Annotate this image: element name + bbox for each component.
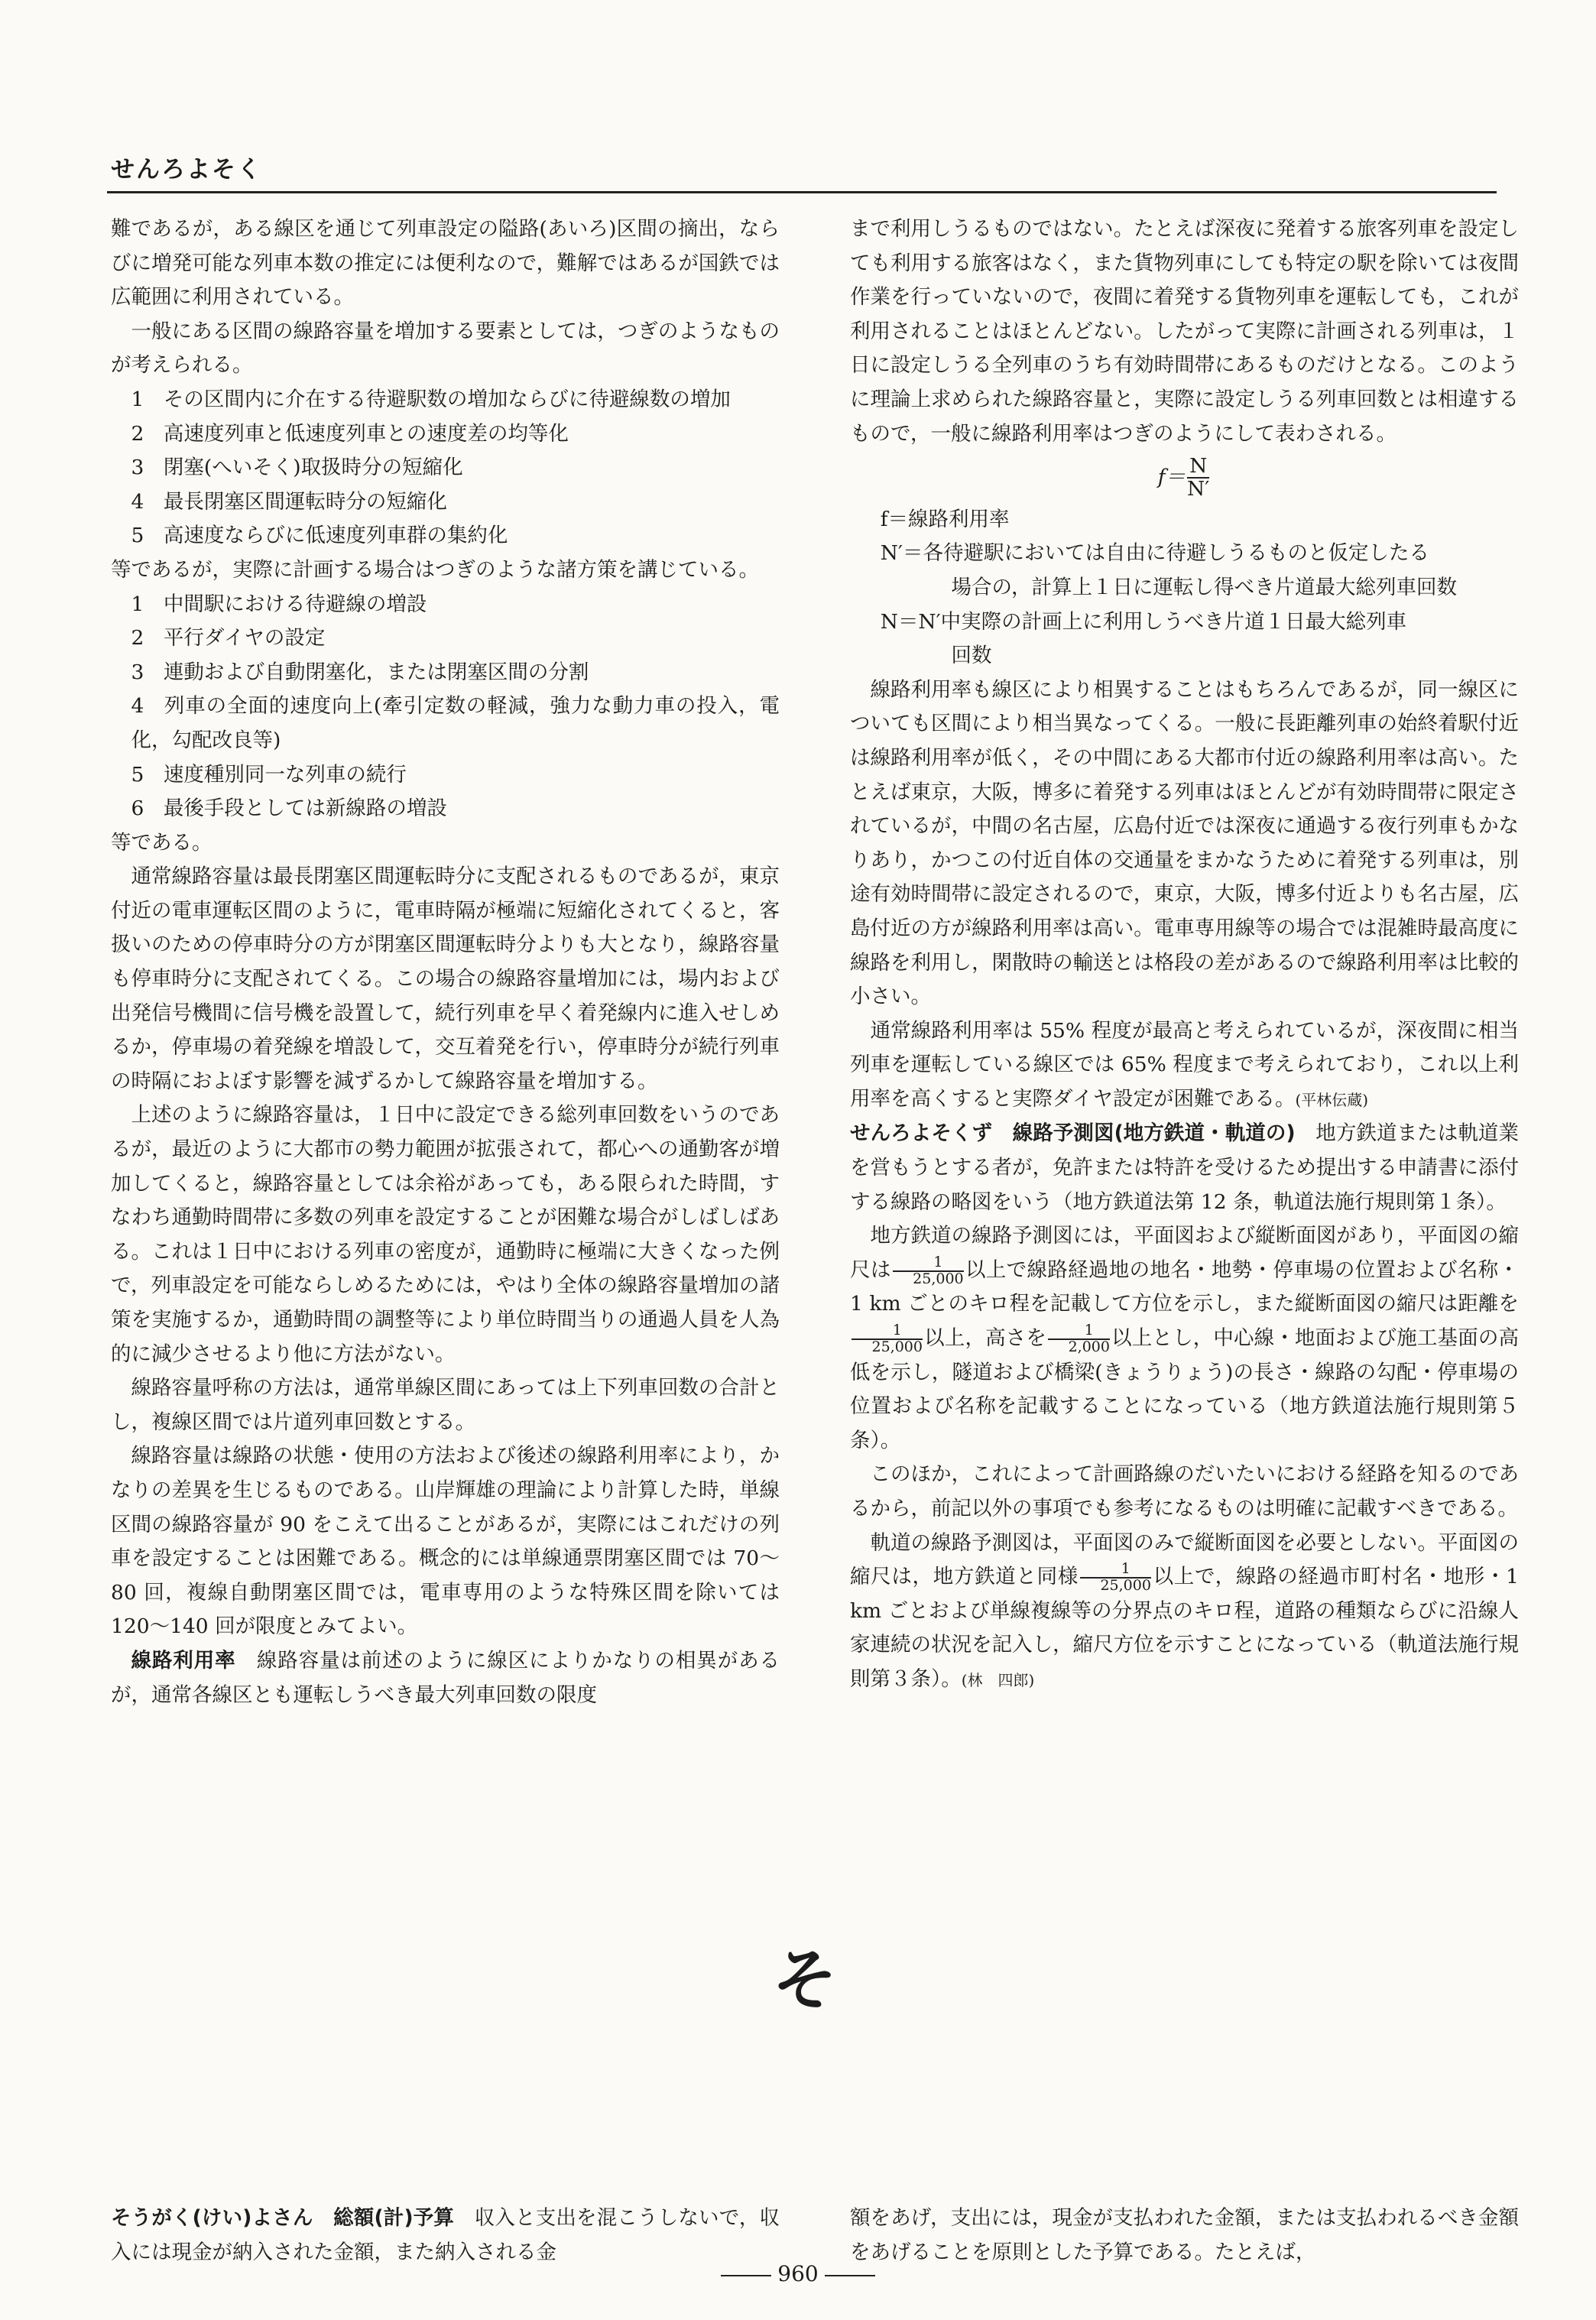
- fraction-denominator: 25,000: [871, 1338, 923, 1356]
- page-number-dash: [721, 2275, 771, 2276]
- subheading: 線路利用率: [131, 1648, 236, 1673]
- paragraph: 上述のように線路容量は，１日中に設定できる総列車回数をいうのであるが，最近のように大都市の勢力範囲が拡張されて，都心への通勤客が増加してくると，線路容量としては余裕があっても，ある限られた時間，すなわち通勤時間帯に多数の列車を設定することが困難な場合がしばしばある。これは１日中における列車の密度が，通勤時に極端に大きくなった例で，列車設定を可能ならしめるためには，やはり全体の線路容量増加の諸策を実施するか，通勤時間の調整等により単位時間当りの通過人員を人為的に減少させるより他に方法がない。: [111, 1103, 780, 1366]
- paragraph: 通常線路容量は最長閉塞区間運転時分に支配されるものであるが，東京付近の電車運転区間のように，電車時隔が極端に短縮化されてくると，客扱いのための停車時分の方が閉塞区間運転時分よりも大となり，線路容量も停車時分に支配されてくる。この場合の線路容量増加には，場内および出発信号機間に信号機を設置して，続行列車を早く着発線内に進入せしめるか，停車場の着発線を増設して，交互着発を行い，停車時分が続行列車の時隔におよぼす影響を減ずるかして線路容量を増加する。: [111, 865, 780, 1093]
- fraction-denominator: 25,000: [1100, 1577, 1151, 1595]
- paragraph-text: 以上，高さを: [923, 1326, 1047, 1351]
- variable-definition: [850, 503, 1519, 537]
- dictionary-entry: [111, 2202, 780, 2270]
- list-number: 1: [131, 387, 144, 411]
- entry-heading: そうがく(けい)よさん 総額(計)予算: [111, 2206, 455, 2230]
- list-text: 最長閉塞区間運転時分の短縮化: [163, 489, 447, 514]
- paragraph: [850, 1219, 1519, 1458]
- paragraph-text: 地方鉄道の線路予測図には，平面図および縦断面図があり，平面図の縮尺は: [850, 1224, 1519, 1282]
- paragraph: まで利用しうるものではない。たとえば深夜に発着する旅客列車を設定しても利用する旅客はなく，また貨物列車にしても特定の駅を除いては夜間作業を行っていないので，夜間に着発する貨物列車を運転しても，これが利用されることはほとんどない。したがって実際に計画される列車は，１日に設定しうる全列車のうち有効時間帯にあるものだけとなる。このように理論上求められた線路容量と，実際に設定しうる列車回数とは相違するもので，一般に線路利用率はつぎのようにして表わされる。: [850, 217, 1519, 446]
- fraction-numerator: 1: [1048, 1323, 1110, 1340]
- list-item: [111, 417, 780, 452]
- paragraph: [850, 1527, 1519, 1698]
- paragraph: 等である。: [111, 830, 212, 855]
- paragraph-text: 軌道の線路予測図は，平面図のみで縦断面図を必要としない。平面図の縮尺は，地方鉄道と同様: [850, 1530, 1519, 1589]
- author-credit: (林 四郎): [961, 1670, 1035, 1689]
- list-number: 2: [131, 626, 144, 651]
- list-text: 最後手段としては新線路の増設: [163, 797, 447, 821]
- scale-fraction: [893, 1255, 964, 1287]
- fraction-numerator: 1: [1080, 1562, 1151, 1579]
- section-heading: そ: [772, 1942, 838, 2019]
- list-text: その区間内に介在する待避駅数の増加ならびに待避線数の増加: [163, 387, 731, 411]
- list-item: [111, 690, 780, 758]
- paragraph: 等であるが，実際に計画する場合はつぎのような諸方策を講じている。: [111, 557, 759, 582]
- formula: [850, 456, 1519, 500]
- formula-fraction: [1187, 456, 1209, 500]
- variable-definition: [850, 605, 1519, 673]
- list-item: [111, 758, 780, 793]
- list-number: 5: [131, 762, 144, 787]
- paragraph-text: 地方鉄道または軌道業を営もうとする者が，免許または特許を受けるため提出する申請書に添付する線路の略図をいう（地方鉄道法第 12 条，軌道法施行規則第１条）。: [850, 1121, 1520, 1214]
- list-number: 6: [131, 797, 144, 821]
- list-text: 速度種別同一な列車の続行: [163, 762, 407, 787]
- variable-text: N′＝各待避駅においては自由に待避しうるものと仮定したる: [880, 541, 1429, 566]
- list-number: 1: [131, 592, 144, 616]
- entry-heading: せんろよそくず 線路予測図(地方鉄道・軌道の): [850, 1121, 1296, 1146]
- fraction-numerator: N: [1187, 456, 1209, 479]
- list-text: 高速度ならびに低速度列車群の集約化: [163, 524, 508, 548]
- list-text: 列車の全面的速度向上(牽引定数の軽減，強力な動力車の投入，電化，勾配改良等): [131, 694, 780, 752]
- header-rule: [107, 191, 1497, 193]
- fraction-denominator: 2,000: [1068, 1338, 1110, 1356]
- list-number: 5: [131, 524, 144, 548]
- paragraph-text: 通常線路利用率は 55% 程度が最高と考えられているが，深夜間に相当列車を運転している線区では 65% 程度まで考えられており，これ以上利用率を高くすると実際ダイヤ設定が困難である。: [850, 1018, 1519, 1111]
- list-number: 3: [131, 660, 144, 684]
- variable-text: N＝N′中実際の計画上に利用しうべき片道１日最大総列車: [880, 609, 1407, 634]
- list-text: 閉塞(へいそく)取扱時分の短縮化: [163, 456, 463, 480]
- paragraph-text: 以上で線路経過地の地名・地勢・停車場の位置および名称・1 km ごとのキロ程を記載して方位を示し，また縦断面図の縮尺は距離を: [850, 1257, 1519, 1316]
- bottom-right-column: [850, 2202, 1519, 2270]
- paragraph: 難であるが，ある線区を通じて列車設定の隘路(あいろ)区間の摘出，ならびに増発可能な列車本数の推定には便利なので，難解ではあるが国鉄では広範囲に利用されている。: [111, 217, 780, 310]
- list-text: 中間駅における待避線の増設: [163, 592, 427, 616]
- paragraph: [111, 1644, 780, 1712]
- page-number-text: 960: [777, 2261, 819, 2286]
- fraction-numerator: 1: [893, 1255, 964, 1272]
- paragraph: [850, 1014, 1519, 1118]
- paragraph: このほか，これによって計画路線のだいたいにおける経路を知るのであるから，前記以外の事項でも参考になるものは明確に記載すべきである。: [850, 1462, 1519, 1520]
- variable-definition: [850, 537, 1519, 605]
- scale-fraction: [852, 1323, 923, 1355]
- paragraph-text: 線路容量は前述のように線区によりかなりの相異があるが，通常各線区とも運転しうべき最大列車回数の限度: [111, 1648, 780, 1707]
- paragraph: 線路容量呼称の方法は，通常単線区間にあっては上下列車回数の合計とし，複線区間では片道列車回数とする。: [111, 1376, 780, 1434]
- list-item: [111, 451, 780, 485]
- list-number: 2: [131, 421, 144, 446]
- list-item: [111, 588, 780, 622]
- list-item: [111, 621, 780, 656]
- variable-text: f＝線路利用率: [880, 507, 1010, 531]
- formula-lhs: f＝: [1157, 465, 1186, 489]
- list-text: 平行ダイヤの設定: [163, 626, 326, 651]
- fraction-denominator: N′: [1187, 476, 1210, 501]
- scale-fraction: [1048, 1323, 1110, 1355]
- running-head: せんろよそく: [111, 156, 262, 183]
- list-number: 3: [131, 456, 144, 480]
- list-item: [111, 656, 780, 690]
- list-number: 4: [131, 489, 144, 514]
- page-number-dash: [825, 2275, 875, 2276]
- list-number: 4: [131, 694, 144, 719]
- paragraph-text: 以上とし，中心線・地面および施工基面の高低を示し，隧道および橋梁(きょうりょう)の長さ・線路の勾配・停車場の位置および名称を記載することになっている（地方鉄道法施行規則第５条）。: [850, 1326, 1520, 1452]
- paragraph-text: 収入と支出を混こうしないで，収入には現金が納入された金額，また納入される金: [111, 2206, 780, 2264]
- paragraph: 額をあげ，支出には，現金が支払われた金額，または支払われるべき金額をあげることを原則とした予算である。たとえば，: [850, 2206, 1519, 2264]
- list-item: [111, 485, 780, 520]
- fraction-denominator: 25,000: [913, 1270, 964, 1287]
- list-text: 連動および自動閉塞化，または閉塞区間の分割: [163, 660, 589, 684]
- list-item: [111, 792, 780, 826]
- paragraph: 線路利用率も線区により相異することはもちろんであるが，同一線区についても区間により相当異なってくる。一般に長距離列車の始終着駅付近は線路利用率が低く，その中間にある大都市付近の線路利用率は高い。たとえば東京，大阪，博多に着発する列車はほとんどが有効時間帯に限定されているが，中間の名古屋，広島付近では深夜に通過する夜行列車もかなりあり，かつこの付近自体の交通量をまかなうために着発する列車は，別途有効時間帯に設定されるので，東京，大阪，博多付近よりも名古屋，広島付近の方が線路利用率は高い。電車専用線等の場合では混雑時最高度に線路を利用し，閑散時の輸送とは格段の差があるので線路利用率は比較的小さい。: [850, 677, 1519, 1009]
- scale-fraction: [1080, 1562, 1151, 1594]
- variable-text: 回数: [951, 644, 992, 668]
- list-item: [111, 383, 780, 417]
- paragraph: 一般にある区間の線路容量を増加する要素としては，つぎのようなものが考えられる。: [111, 319, 780, 378]
- fraction-numerator: 1: [852, 1323, 923, 1340]
- dictionary-entry: [850, 1117, 1519, 1219]
- left-column: [111, 213, 780, 1712]
- paragraph: 線路容量は線路の状態・使用の方法および後述の線路利用率により，かなりの差異を生じるものである。山岸輝雄の理論により計算した時，単線区間の線路容量が 90 をこえて出ることがあるが，実際にはこれだけの列車を設定することは困難である。概念的には単線通票閉塞区間では 70～80 回，複線自動閉塞区間では，電車専用のような特殊区間を除いては 120～140 回が限度とみてよい。: [111, 1444, 780, 1639]
- list-item: [111, 519, 780, 553]
- variable-text: 場合の，計算上１日に運転し得べき片道最大総列車回数: [951, 575, 1457, 599]
- paragraph-text: 以上で，線路の経過市町村名・地形・1 km ごとおよび単線複線等の分界点のキロ程，道路の種類ならびに沿線人家連続の状況を記入し，縮尺方位を示すことになっている（軌道法施行規則第３条）。: [850, 1565, 1519, 1691]
- page-number: [0, 2261, 1596, 2286]
- list-text: 高速度列車と低速度列車との速度差の均等化: [163, 421, 569, 446]
- bottom-left-column: [111, 2202, 780, 2270]
- author-credit: (平林伝蔵): [1295, 1090, 1369, 1109]
- right-column: [850, 213, 1519, 1698]
